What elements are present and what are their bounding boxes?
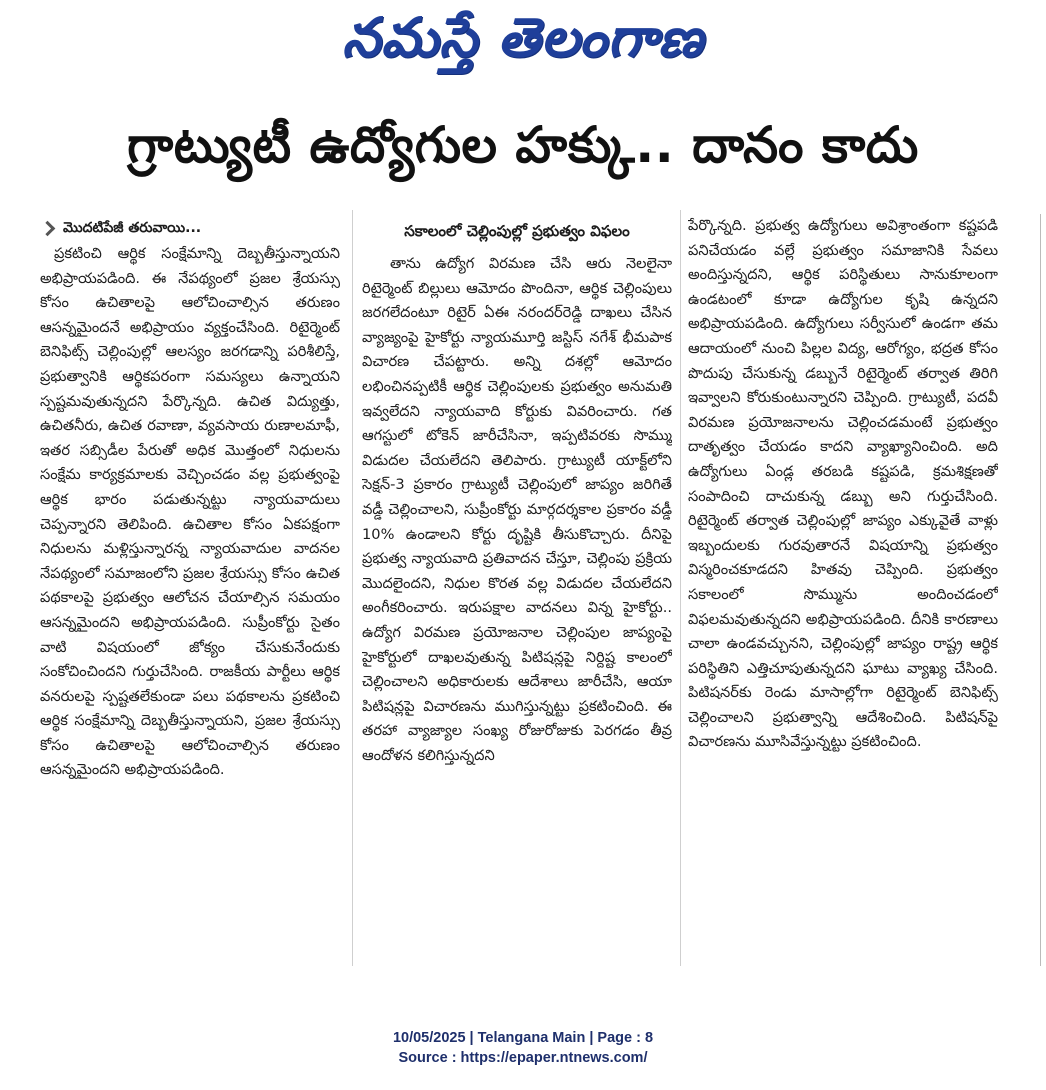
adjacent-article-edge: [1040, 214, 1046, 966]
article-column-3: [688, 214, 998, 972]
masthead: [0, 6, 1046, 82]
article-column-1: [40, 214, 340, 972]
edition-info: 10/05/2025 | Telangana Main | Page : 8: [392, 1030, 654, 1046]
source-footer: [0, 1028, 1046, 1068]
column-1-body: ప్రకటించి ఆర్థిక సంక్షేమాన్ని దెబ్బతీస్తున్నాయని అభిప్రాయపడింది. ఈ నేపథ్యంలో ప్రజల శ్రేయస్సు కోసం ఉచితాలపై ఆలోచించాల్సిన తరుణం ఆసన్నమైందనే అభిప్రాయం వ్యక్తంచేసింది. రిటైర్మెంట్ బెనిఫిట్స్ చెల్లింపుల్లో ఆలస్యం జరగడాన్ని పరిశీలిస్తే, ప్రభుత్వానికి ఆర్థికపరంగా సమస్యలు ఉన్నాయని స్పష్టమవుతున్నదని పేర్కొన్నది. ఉచిత విద్యుత్తు, ఉచితనీరు, ఉచిత రవాణా, వ్యవసాయ రుణాలమాఫీ, ఇతర సబ్సిడీల పేరుతో అధిక మొత్తంలో నిధులను సంక్షేమ కార్యక్రమాలకు వెచ్చించడం వల్ల ప్రభుత్వంపై ఆర్థిక భారం పడుతున్నట్టు న్యాయవాదులు చెప్పన్నారని తెలిపింది. ఉచితాల కోసం ఏకపక్షంగా నిధులను మళ్లిస్తున్నారన్న న్యాయవాదుల వాదనల నేపథ్యంలో సమాజంలోని ప్రజల శ్రేయస్సు కోసం ఉచిత పథకాలపై ప్రభుత్వం ఆలోచన చేయాల్సిన సమయం ఆసన్నమైందని అభిప్రాయపడింది. సుప్రీంకోర్టు సైతం వాటి విషయంలో జోక్యం చేసుకునేందుకు సంకోచించిందని గుర్తుచేసింది. రాజకీయ పార్టీలు ఆర్థిక వనరులపై స్పష్టతలేకుండా పలు పథకాలను ప్రకటించి ఆర్థిక సంక్షేమాన్ని దెబ్బతీస్తున్నాయని, ప్రజల శ్రేయస్సు కోసం ఉచితాలపై ఆలోచించాల్సిన తరుణం ఆసన్నమైందని అభిప్రాయపడింది.: [40, 245, 340, 779]
subheading: సకాలంలో చెల్లింపుల్లో ప్రభుత్వం విఫలం: [404, 222, 630, 240]
continuation-label: మొదటిపేజీ తరువాయి...: [63, 219, 202, 236]
chevron-right-icon: [40, 220, 55, 236]
column-3-body: పేర్కొన్నది. ప్రభుత్వ ఉద్యోగులు అవిశ్రాంతంగా కష్టపడి పనిచేయడం వల్లే ప్రభుత్వం సమాజానికి సేవలు అందిస్తున్నదని, ఆర్థిక పరిస్థితులు సానుకూలంగా ఉండటంలో కూడా ఉద్యోగుల కృషి ఉన్నదని అభిప్రాయపడింది. ఉద్యోగులు సర్వీసులో ఉండగా తమ ఆదాయంలో నుంచి పిల్లల విద్య, ఆరోగ్యం, భద్రత కోసం పొదుపు చేసుకున్న డబ్బునే రిటైర్మెంట్ తర్వాత తిరిగి ఇవ్వాలని కోరుకుంటున్నారని చెప్పింది. గ్రాట్యుటీ, పదవీ విరమణ ప్రయోజనాలను చెల్లించడమంటే ప్రభుత్వం దాతృత్వం చేయడం కాదని వ్యాఖ్యానించింది. అది ఉద్యోగులు ఏండ్ల తరబడి కష్టపడి, క్రమశిక్షణతో సంపాదించి దాచుకున్న డబ్బు అని గుర్తుచేసింది. రిటైర్మెంట్ తర్వాత చెల్లింపుల్లో జాప్యం ఎక్కువైతే వాళ్లు ఇబ్బందులకు గురవుతారనే విషయాన్ని ప్రభుత్వం విస్మరించకూడదని హితవు చెప్పింది. ప్రభుత్వం సకాలంలో సొమ్మును అందించడంలో విఫలమవుతున్నదని అభిప్రాయపడింది. దీనికి కారణాలు చాలా ఉండవచ్చునని, చెల్లింపుల్లో జాప్యం రాష్ట్ర ఆర్థిక పరిస్థితిని ఎత్తిచూపుతున్నదని ఘాటు వ్యాఖ్య చేసింది. పిటిషనర్‌కు రెండు మాసాల్లోగా రిటైర్మెంట్ బెనిఫిట్స్ చెల్లించాలని ప్రభుత్వాన్ని ఆదేశించింది. పిటిషన్‌పై విచారణను మూసివేస్తున్నట్టు ప్రకటించింది.: [688, 217, 998, 751]
masthead-title: నమస్తే తెలంగాణ: [342, 5, 704, 69]
headline-text: గ్రాట్యుటీ ఉద్యోగుల హక్కు.. దానం కాదు: [127, 115, 919, 174]
article-column-2: [362, 214, 672, 972]
continuation-marker: [40, 214, 340, 242]
column-2-body: తాను ఉద్యోగ విరమణ చేసి ఆరు నెలలైనా రిటైర్మెంట్ బిల్లులు ఆమోదం పొందినా, ఆర్థిక చెల్లింపులు జరగలేదంటూ రిటైర్ ఏఈ నరందర్‌రెడ్డి దాఖలు చేసిన వ్యాజ్యంపై హైకోర్టు న్యాయమూర్తి జస్టిస్ నగేశ్ భీమపాక విచారణ చేపట్టారు. అన్ని దశల్లో ఆమోదం లభించినప్పటికీ ఆర్థిక చెల్లింపులకు ప్రభుత్వం అనుమతి ఇవ్వలేదని న్యాయవాది కోర్టుకు వివరించారు. గత ఆగస్టులో టోకెన్ జారీచేసినా, ఇప్పటివరకు సొమ్ము విడుదల చేయలేదని తెలిపారు. గ్రాట్యుటీ యాక్ట్‌లోని సెక్షన్-3 ప్రకారం గ్రాట్యుటీ చెల్లింపులో జాప్యం జరిగితే వడ్డీ చెల్లించాలని, సుప్రీంకోర్టు మార్గదర్శకాల ప్రకారం వడ్డీ 10% ఉండాలని కోర్టు దృష్టికి తీసుకొచ్చారు. దీనిపై ప్రభుత్వ న్యాయవాది ప్రతివాదన చేస్తూ, చెల్లింపు ప్రక్రియ మొదలైందని, నిధుల కొరత వల్ల విడుదల చేయలేదని అంగీకరించారు. ఇరుపక్షాల వాదనలు విన్న హైకోర్టు.. ఉద్యోగ విరమణ ప్రయోజనాల చెల్లింపుల జాప్యంపై హైకోర్టులో దాఖలవుతున్న పిటిషన్లపై నిర్దిష్ట కాలంలో చెల్లించాలని అధికారులకు ఆదేశాలు జారీచేసి, ఆయా పిటిషన్లపై విచారణను ముగిస్తున్నట్టు ప్రకటించింది. ఈ తరహా వ్యాజ్యాల సంఖ్య రోజురోజుకు పెరగడం తీవ్ర ఆందోళన కలిగిస్తున్నదని: [362, 255, 672, 764]
source-link[interactable]: Source : https://epaper.ntnews.com/: [398, 1050, 648, 1066]
headline: [0, 108, 1046, 194]
column-divider: [352, 210, 353, 966]
column-divider: [680, 210, 681, 966]
